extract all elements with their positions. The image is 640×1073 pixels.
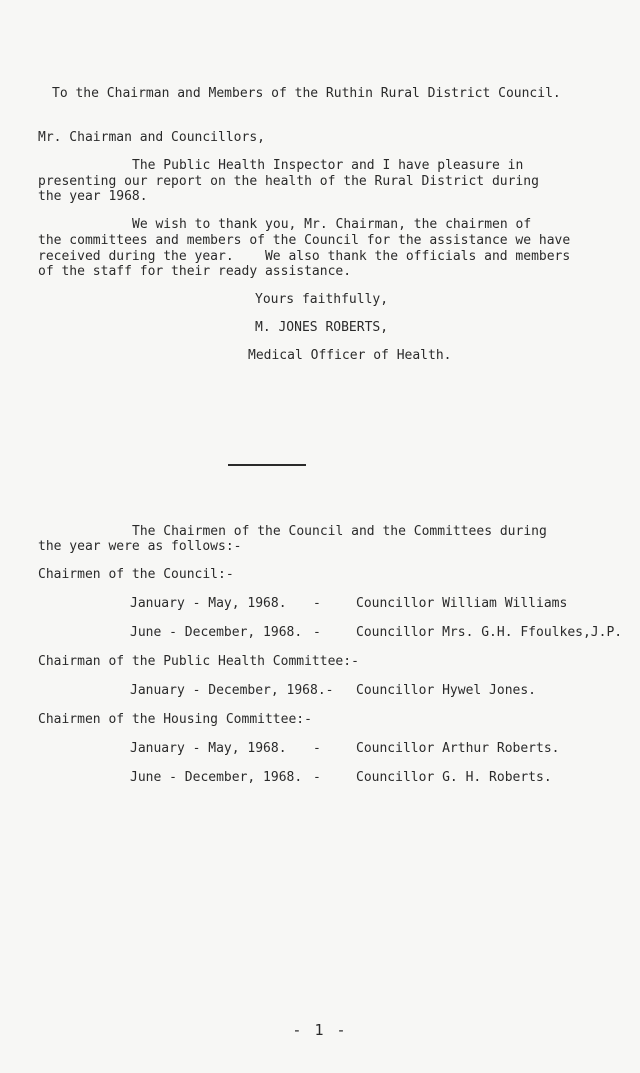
paragraph-line: presenting our report on the health of the Rural District during (38, 174, 539, 189)
period: June - December, 1968. (130, 625, 303, 640)
chairman-name: Councillor William Williams (356, 596, 568, 611)
paragraph-line: the committees and members of the Council for the assistance we have (38, 233, 571, 248)
paragraph-line: received during the year. We also thank the officials and members (38, 249, 571, 264)
paragraph-line: the year 1968. (38, 189, 148, 204)
period: January - May, 1968. (130, 596, 287, 611)
housing-chairmen-heading: Chairmen of the Housing Committee:- (38, 712, 312, 727)
paragraph-line: of the staff for their ready assistance. (38, 264, 352, 279)
signatory-title: Medical Officer of Health. (248, 348, 452, 363)
chairman-name: Councillor Mrs. G.H. Ffoulkes,J.P. (356, 625, 623, 640)
paragraph-line: the year were as follows:- (38, 539, 242, 554)
public-health-chairman-heading: Chairman of the Public Health Committee:- (38, 654, 359, 669)
period: June - December, 1968. (130, 770, 303, 785)
section-divider (228, 464, 306, 466)
period: January - May, 1968. (130, 741, 287, 756)
addressee: To the Chairman and Members of the Ruthin Rural District Council. (52, 86, 561, 101)
separator-dash: - (313, 770, 321, 785)
paragraph-line: The Chairmen of the Council and the Committees during (132, 524, 547, 539)
separator-dash: - (313, 625, 321, 640)
signatory: M. JONES ROBERTS, (255, 320, 389, 335)
period: January - December, 1968.- (130, 683, 334, 698)
chairman-name: Councillor Hywel Jones. (356, 683, 537, 698)
closing: Yours faithfully, (255, 292, 389, 307)
council-chairmen-heading: Chairmen of the Council:- (38, 567, 234, 582)
chairman-name: Councillor G. H. Roberts. (356, 770, 552, 785)
paragraph-line: We wish to thank you, Mr. Chairman, the chairmen of (132, 217, 532, 232)
separator-dash: - (313, 596, 321, 611)
salutation: Mr. Chairman and Councillors, (38, 130, 265, 145)
separator-dash: - (313, 741, 321, 756)
paragraph-line: The Public Health Inspector and I have pleasure in (132, 158, 524, 173)
page-number: - 1 - (292, 1021, 348, 1039)
chairman-name: Councillor Arthur Roberts. (356, 741, 560, 756)
